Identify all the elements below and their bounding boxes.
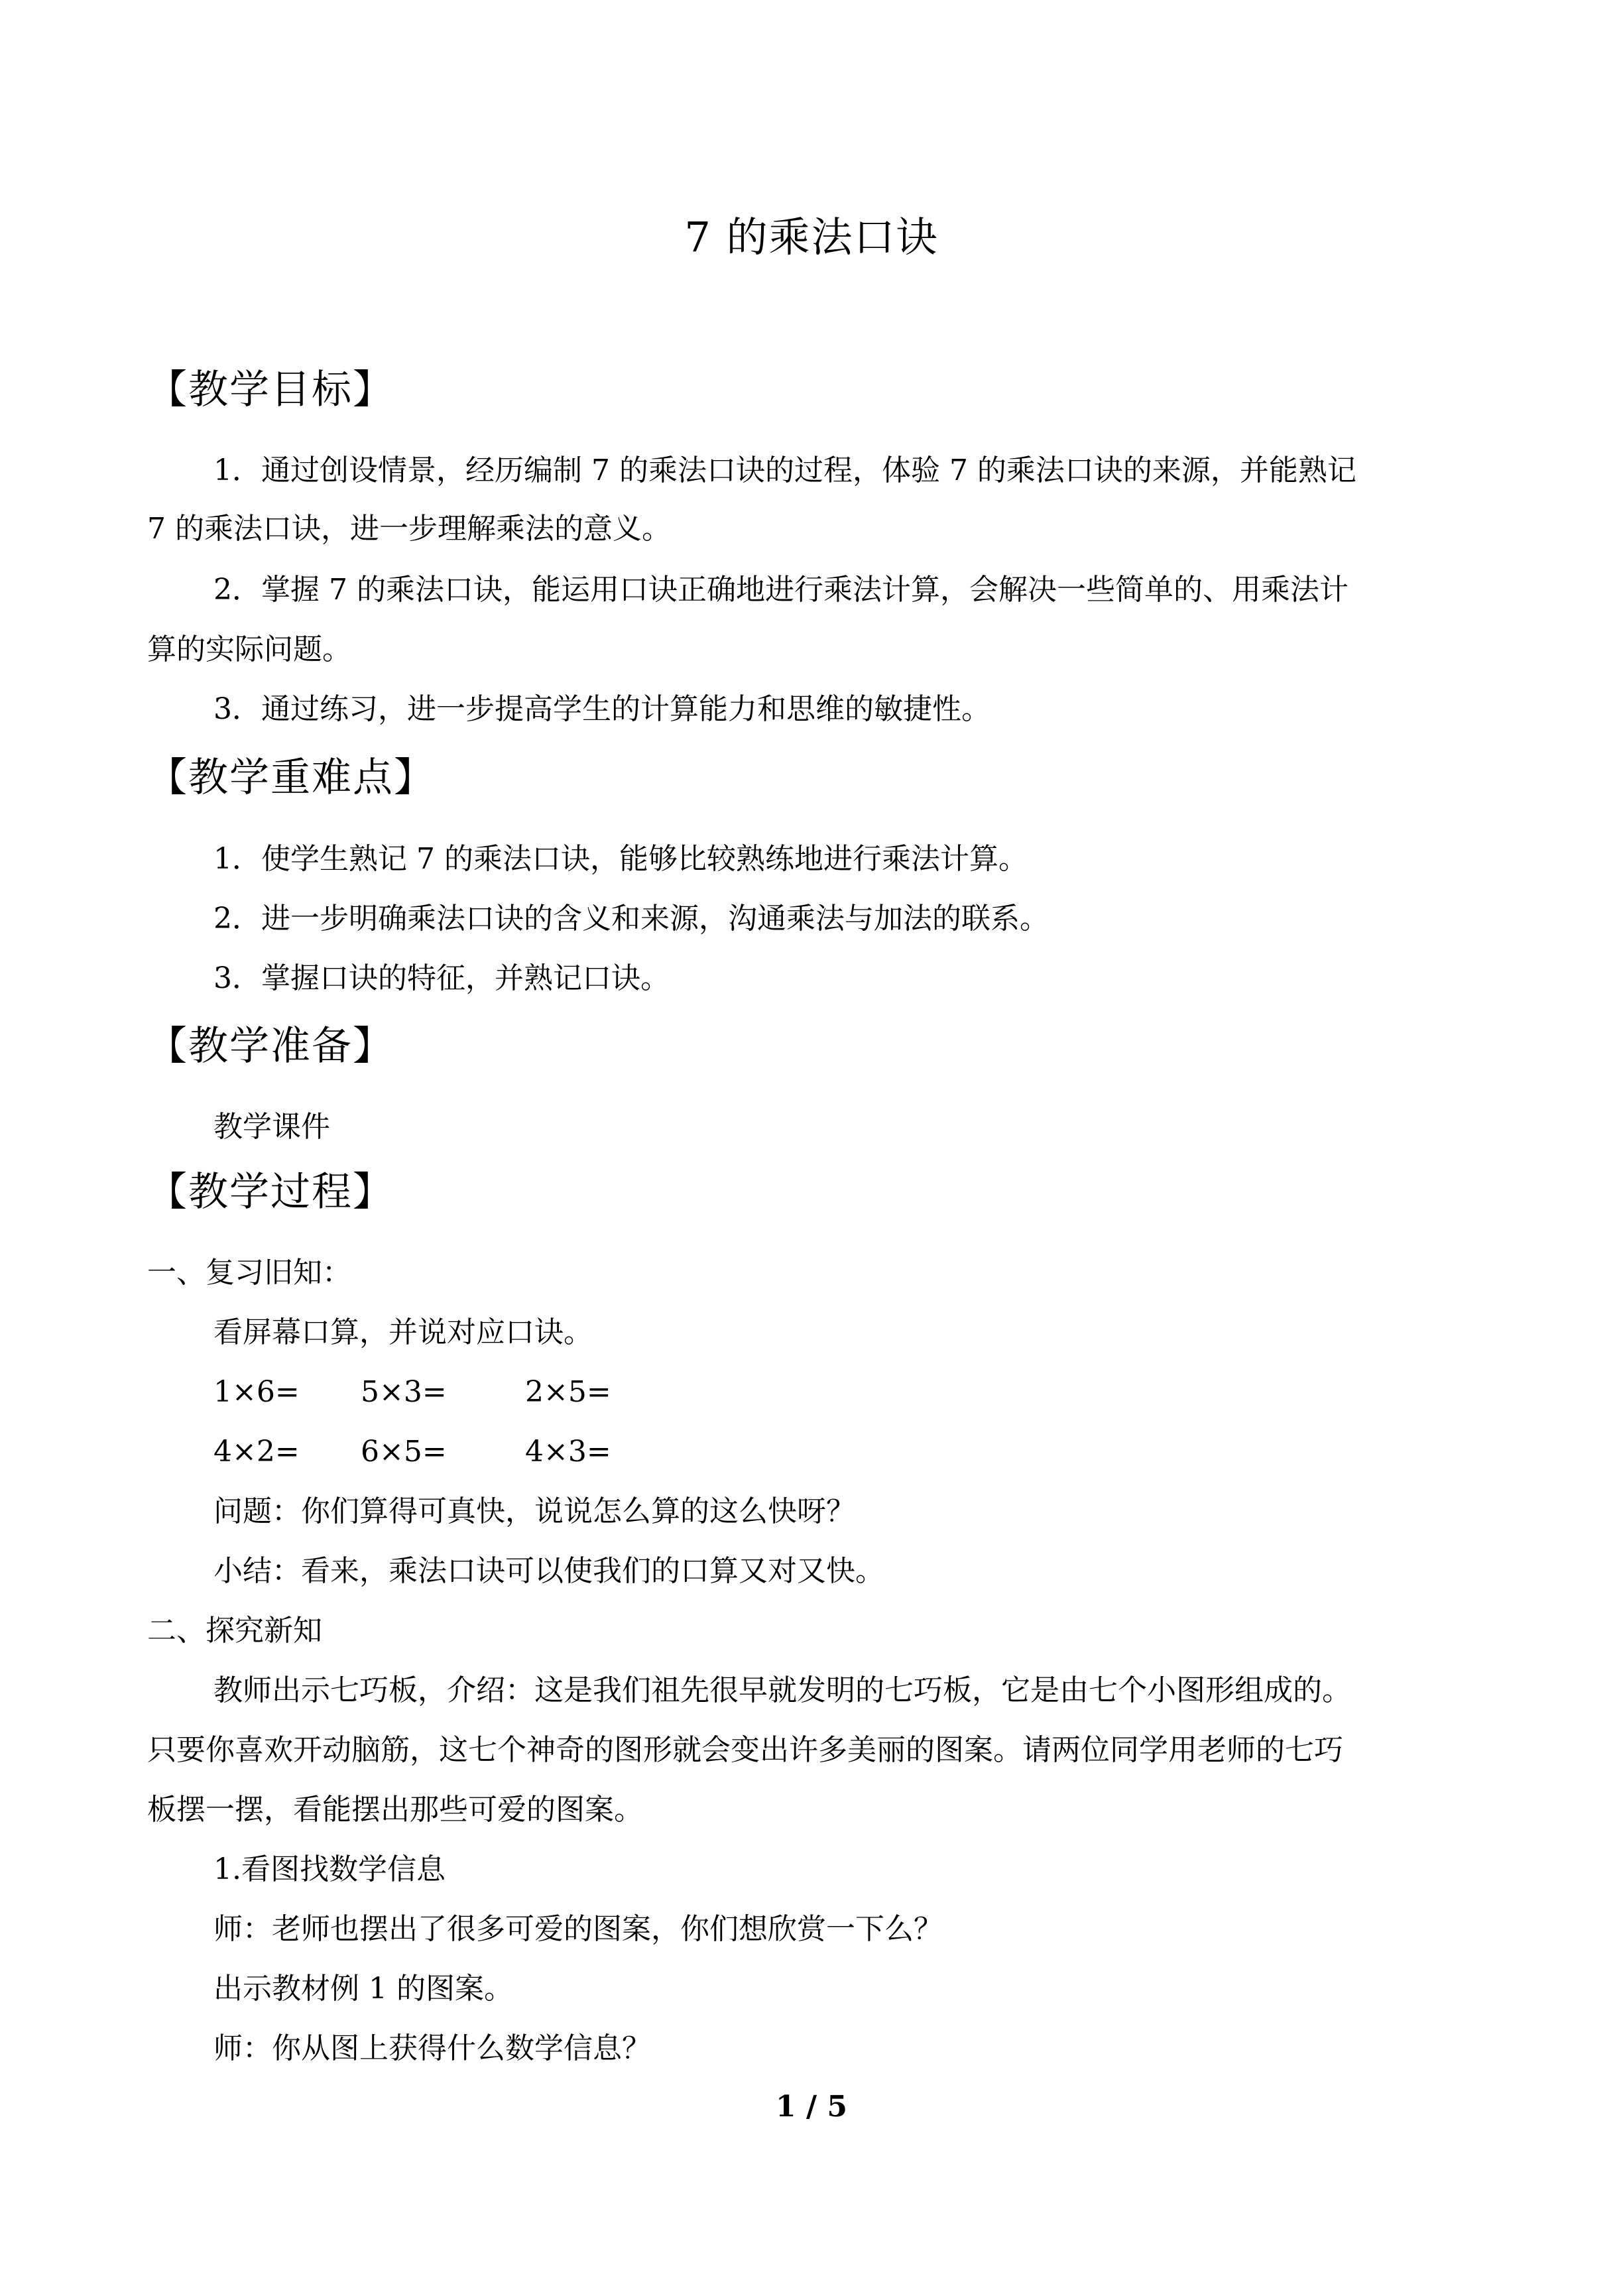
objective-line-3: 2．掌握 7 的乘法口诀，能运用口诀正确地进行乘法计算，会解决一些简单的、用乘法计 (213, 573, 1349, 607)
explore-title: 二、探究新知 (147, 1614, 322, 1648)
document-title: 7 的乘法口诀 (684, 213, 939, 261)
key-point-line-3: 3．掌握口诀的特征，并熟记口诀。 (213, 961, 670, 995)
equation-2: 5×3= (361, 1375, 447, 1409)
step1-title: 1.看图找数学信息 (213, 1852, 446, 1886)
equation-5: 6×5= (361, 1435, 447, 1469)
question-line: 问题：你们算得可真快，说说怎么算的这么快呀？ (213, 1494, 855, 1528)
review-title: 一、复习旧知： (147, 1256, 351, 1290)
step1-line-1: 师：老师也摆出了很多可爱的图案，你们想欣赏一下么？ (213, 1912, 943, 1946)
page-number: 1 / 5 (776, 2090, 847, 2124)
step1-line-2: 出示教材例 1 的图案。 (213, 1972, 513, 2006)
section-heading-key-points: 【教学重难点】 (147, 755, 435, 801)
key-point-line-2: 2．进一步明确乘法口诀的含义和来源，沟通乘法与加法的联系。 (213, 902, 1049, 936)
explore-para-line-3: 板摆一摆，看能摆出那些可爱的图案。 (147, 1793, 643, 1827)
objective-line-4: 算的实际问题。 (147, 633, 351, 666)
summary-line: 小结：看来，乘法口诀可以使我们的口算又对又快。 (213, 1554, 884, 1588)
section-heading-process: 【教学过程】 (147, 1169, 394, 1215)
explore-para-line-2: 只要你喜欢开动脑筋，这七个神奇的图形就会变出许多美丽的图案。请两位同学用老师的七巧 (147, 1733, 1343, 1767)
equation-4: 4×2= (213, 1435, 300, 1469)
preparation-line-1: 教学课件 (213, 1110, 330, 1144)
key-point-line-1: 1．使学生熟记 7 的乘法口诀，能够比较熟练地进行乘法计算。 (213, 842, 1028, 876)
equation-3: 2×5= (525, 1375, 611, 1409)
equation-6: 4×3= (525, 1435, 611, 1469)
step1-line-3: 师：你从图上获得什么数学信息？ (213, 2031, 651, 2065)
review-instruction: 看屏幕口算，并说对应口诀。 (213, 1315, 593, 1349)
section-heading-objectives: 【教学目标】 (147, 367, 394, 413)
objective-line-5: 3．通过练习，进一步提高学生的计算能力和思维的敏捷性。 (213, 692, 991, 726)
section-heading-preparation: 【教学准备】 (147, 1023, 394, 1069)
explore-para-line-1: 教师出示七巧板，介绍：这是我们祖先很早就发明的七巧板，它是由七个小图形组成的。 (213, 1673, 1351, 1707)
objective-line-2: 7 的乘法口诀，进一步理解乘法的意义。 (147, 512, 671, 546)
equation-1: 1×6= (213, 1375, 300, 1409)
objective-line-1: 1．通过创设情景，经历编制 7 的乘法口诀的过程，体验 7 的乘法口诀的来源，并能熟记 (213, 453, 1356, 487)
